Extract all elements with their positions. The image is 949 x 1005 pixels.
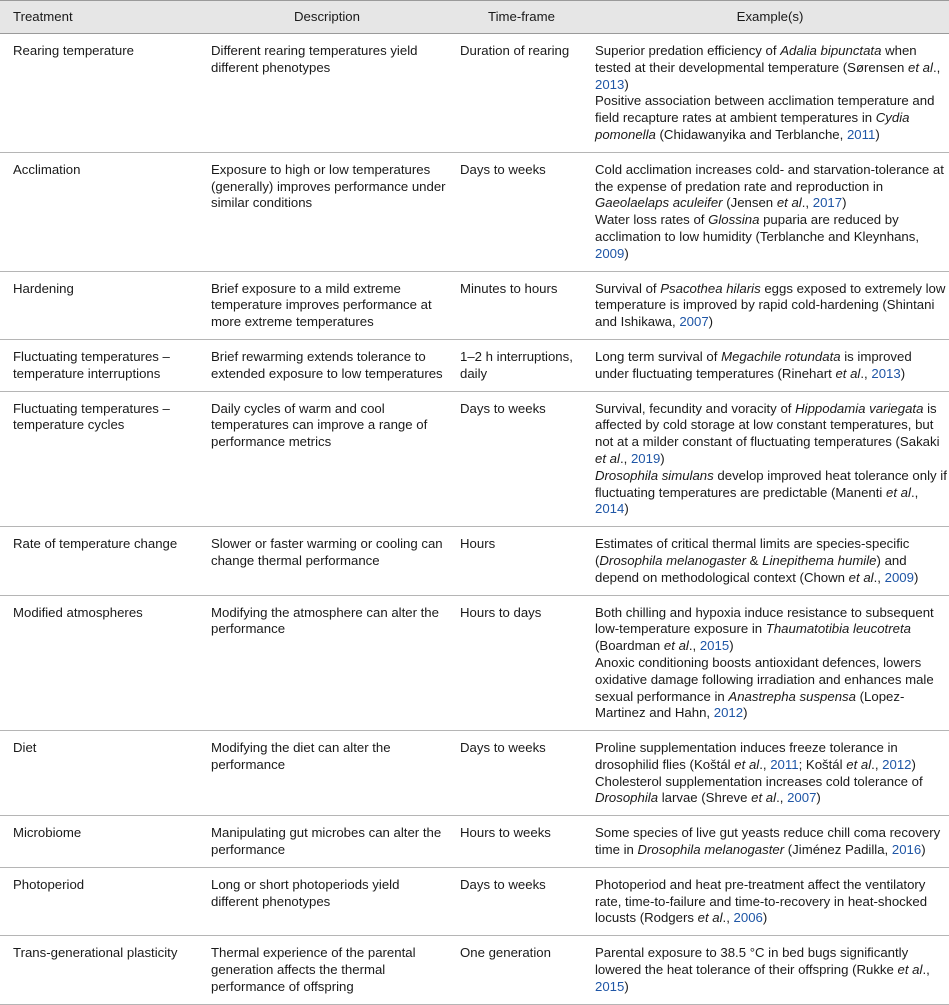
italic-term: et al: [663, 638, 689, 654]
example-segment: ): [842, 195, 847, 211]
examples-cell: [591, 731, 949, 816]
italic-term: et al: [846, 756, 872, 772]
italic-term: et al: [848, 569, 874, 585]
example-segment: ): [911, 756, 916, 772]
example-segment: Photoperiod and heat pre-treatment affect the ventilatory rate, time-to-failure and time-to-recovery in heat-shocked locusts (Rodgers: [595, 876, 928, 926]
example-segment: Water loss rates of: [595, 212, 709, 228]
treatment-cell: Trans-generational plasticity: [0, 936, 202, 1004]
example-segment: ): [624, 76, 629, 92]
header-treatment: Treatment: [0, 1, 202, 34]
example-segment: Positive association between acclimation temperature and field recapture rates at ambient temperatures in: [595, 93, 935, 126]
citation-year-link[interactable]: 2012: [713, 705, 744, 721]
citation-year-link[interactable]: 2016: [891, 842, 922, 858]
italic-term: et al: [776, 195, 802, 211]
citation-year-link[interactable]: 2011: [770, 756, 799, 772]
citation-year-link[interactable]: 2017: [812, 195, 843, 211]
italic-term: Psacothea hilaris: [660, 280, 761, 296]
example-segment: Cold acclimation increases cold- and starvation-tolerance at the expense of predation rate and reproduction in: [595, 161, 944, 194]
example-segment: Estimates of critical thermal limits are species-specific (: [595, 536, 910, 568]
example-segment: .,: [932, 59, 941, 75]
table-row: [0, 271, 949, 339]
examples-cell: [591, 391, 949, 527]
treatment-cell: Photoperiod: [0, 867, 202, 935]
italic-term: Thaumatotibia leucotreta: [765, 621, 911, 637]
table-row: [0, 595, 949, 731]
example-segment: &: [746, 552, 763, 568]
italic-term: Drosophila simulans: [595, 467, 714, 483]
example-segment: when tested at their developmental temperature (Sørensen: [595, 43, 917, 75]
timeframe-cell: 1–2 h interruptions, daily: [452, 339, 591, 391]
examples-cell: [591, 152, 949, 271]
treatment-cell: Modified atmospheres: [0, 595, 202, 731]
citation-year-link[interactable]: 2019: [630, 450, 661, 466]
example-segment: .,: [910, 484, 919, 500]
italic-term: et al: [751, 790, 777, 806]
example-segment: larvae (Shreve: [658, 790, 752, 806]
timeframe-cell: Duration of rearing: [452, 34, 591, 153]
example-segment: is affected by cold storage at low constant temperatures, but not at a milder constant of fluctuating temperatures (Sakaki: [595, 400, 940, 450]
example-segment: .,: [776, 790, 788, 806]
timeframe-cell: Hours to days: [452, 595, 591, 731]
timeframe-cell: One generation: [452, 936, 591, 1004]
italic-term: Cydia pomonella: [595, 110, 910, 142]
italic-term: Hippodamia variegata: [795, 400, 924, 416]
example-segment: .,: [801, 195, 813, 211]
examples-cell: [591, 936, 949, 1004]
italic-term: Linepithema humile: [762, 552, 877, 568]
italic-term: et al: [835, 365, 861, 381]
italic-term: et al: [908, 59, 933, 75]
table-row: [0, 152, 949, 271]
example-segment: .,: [759, 756, 771, 772]
example-segment: ): [743, 705, 748, 721]
example-text: [595, 281, 947, 331]
example-segment: ): [660, 450, 665, 466]
example-segment: ): [624, 501, 629, 517]
italic-term: et al: [595, 450, 620, 466]
example-segment: ): [913, 569, 919, 585]
italic-term: Adalia bipunctata: [780, 43, 882, 58]
timeframe-cell: Hours to weeks: [452, 816, 591, 868]
example-segment: ): [875, 126, 880, 142]
citation-year-link[interactable]: 2015: [595, 978, 625, 994]
citation-year-link[interactable]: 2009: [884, 569, 914, 585]
description-cell: Modifying the atmosphere can alter the performance: [202, 595, 452, 731]
treatment-cell: Rearing temperature: [0, 34, 202, 153]
example-segment: develop improved heat tolerance only if fluctuating temperatures are predictable (Manenti: [595, 467, 947, 500]
example-segment: .,: [922, 962, 930, 978]
table-row: [0, 527, 949, 595]
example-segment: ; Koštál: [798, 756, 847, 772]
citation-year-link[interactable]: 2007: [787, 790, 817, 806]
example-text: [595, 401, 947, 468]
example-segment: ): [729, 638, 734, 654]
examples-cell: [591, 339, 949, 391]
description-cell: Manipulating gut microbes can alter the performance: [202, 816, 452, 868]
example-text: [595, 877, 947, 927]
timeframe-cell: Minutes to hours: [452, 271, 591, 339]
citation-year-link[interactable]: 2013: [871, 365, 901, 381]
citation-year-link[interactable]: 2009: [595, 245, 625, 261]
example-text: [595, 349, 947, 383]
example-text: [595, 605, 947, 655]
example-segment: ): [708, 314, 714, 330]
header-description: Description: [202, 1, 452, 34]
timeframe-cell: Days to weeks: [452, 152, 591, 271]
example-segment: ) and depend on methodological context (Chown: [595, 552, 907, 585]
treatment-cell: Rate of temperature change: [0, 527, 202, 595]
citation-year-link[interactable]: 2006: [733, 910, 763, 926]
example-segment: .,: [873, 569, 885, 585]
example-segment: Superior predation efficiency of: [595, 43, 781, 58]
treatment-cell: Microbiome: [0, 816, 202, 868]
example-text: [595, 468, 947, 518]
example-segment: Survival of: [595, 280, 661, 296]
examples-cell: [591, 867, 949, 935]
italic-term: Gaeolaelaps aculeifer: [595, 195, 723, 211]
example-text: [595, 93, 947, 143]
example-text: [595, 162, 947, 212]
example-text: [595, 774, 947, 808]
example-segment: .,: [860, 365, 872, 381]
table-row: [0, 339, 949, 391]
citation-year-link[interactable]: 2012: [882, 756, 912, 772]
example-segment: eggs exposed to extremely low temperature is improved by rapid cold-hardening (Shintani and Ishikawa,: [595, 280, 946, 330]
example-segment: Cholesterol supplementation increases cold tolerance of: [595, 773, 923, 789]
example-segment: .,: [619, 450, 631, 466]
italic-term: et al: [697, 910, 723, 926]
description-cell: Different rearing temperatures yield different phenotypes: [202, 34, 452, 153]
timeframe-cell: Days to weeks: [452, 391, 591, 527]
examples-cell: [591, 271, 949, 339]
example-segment: Proline supplementation induces freeze tolerance in drosophilid flies (Koštál: [595, 740, 898, 772]
italic-term: Glossina: [708, 212, 760, 228]
example-segment: Anoxic conditioning boosts antioxidant defences, lowers oxidative damage following irradiation and enhances male sexual performance in: [595, 654, 934, 704]
italic-term: Drosophila melanogaster: [599, 552, 747, 568]
description-cell: Thermal experience of the parental generation affects the thermal performance of offspring: [202, 936, 452, 1004]
examples-cell: [591, 527, 949, 595]
treatment-cell: Fluctuating temperatures – temperature interruptions: [0, 339, 202, 391]
example-segment: ): [921, 842, 926, 858]
examples-cell: [591, 34, 949, 153]
example-segment: Survival, fecundity and voracity of: [595, 400, 796, 416]
example-segment: Parental exposure to 38.5 °C in bed bugs significantly lowered the heat tolerance of their offspring (Rukke: [595, 945, 909, 978]
table-row: [0, 391, 949, 527]
description-cell: Daily cycles of warm and cool temperatures can improve a range of performance metrics: [202, 391, 452, 527]
treatment-cell: Acclimation: [0, 152, 202, 271]
example-text: [595, 655, 947, 722]
italic-term: et al: [886, 484, 911, 500]
example-segment: .,: [688, 638, 700, 654]
timeframe-cell: Days to weeks: [452, 731, 591, 816]
description-cell: Exposure to high or low temperatures (generally) improves performance under similar conditions: [202, 152, 452, 271]
example-segment: is improved under fluctuating temperatures (Rinehart: [595, 348, 912, 381]
header-timeframe: Time-frame: [452, 1, 591, 34]
example-segment: ): [816, 790, 821, 806]
italic-term: et al: [734, 756, 760, 772]
description-cell: Brief rewarming extends tolerance to extended exposure to low temperatures: [202, 339, 452, 391]
table-row: [0, 34, 949, 153]
example-segment: Some species of live gut yeasts reduce chill coma recovery time in: [595, 825, 941, 858]
example-segment: .,: [722, 910, 734, 926]
example-segment: (Chidawanyika and Terblanche,: [655, 126, 847, 142]
treatment-cell: Hardening: [0, 271, 202, 339]
example-text: [595, 740, 947, 774]
table-row: [0, 867, 949, 935]
description-cell: Brief exposure to a mild extreme temperature improves performance at more extreme temperatures: [202, 271, 452, 339]
example-segment: (Jensen: [722, 195, 777, 211]
citation-year-link[interactable]: 2015: [699, 638, 730, 654]
treatment-cell: Fluctuating temperatures – temperature cycles: [0, 391, 202, 527]
italic-term: Anastrepha suspensa: [728, 688, 856, 704]
table-body: [0, 34, 949, 1005]
example-segment: ): [762, 910, 768, 926]
example-text: [595, 536, 947, 586]
timeframe-cell: Days to weeks: [452, 867, 591, 935]
example-text: [595, 43, 947, 93]
examples-cell: [591, 595, 949, 731]
citation-year-link[interactable]: 2007: [679, 314, 709, 330]
citation-year-link[interactable]: 2014: [595, 501, 625, 517]
example-text: [595, 212, 947, 262]
table-row: [0, 936, 949, 1004]
italic-term: Megachile rotundata: [721, 348, 841, 364]
example-segment: (Lopez-Martinez and Hahn,: [595, 688, 905, 721]
table-row: [0, 816, 949, 868]
example-segment: ): [900, 365, 906, 381]
citation-year-link[interactable]: 2011: [846, 126, 876, 142]
example-segment: (Jiménez Padilla,: [784, 842, 892, 858]
table-row: [0, 731, 949, 816]
timeframe-cell: Hours: [452, 527, 591, 595]
example-segment: ): [624, 245, 629, 261]
description-cell: Long or short photoperiods yield different phenotypes: [202, 867, 452, 935]
treatment-cell: Diet: [0, 731, 202, 816]
description-cell: Modifying the diet can alter the performance: [202, 731, 452, 816]
italic-term: Drosophila: [595, 790, 659, 806]
description-cell: Slower or faster warming or cooling can change thermal performance: [202, 527, 452, 595]
example-segment: Both chilling and hypoxia induce resistance to subsequent low-temperature exposure in: [595, 604, 934, 637]
citation-year-link[interactable]: 2013: [595, 76, 625, 92]
header-row: [0, 1, 949, 34]
example-segment: Long term survival of: [595, 348, 722, 364]
italic-term: Drosophila melanogaster: [637, 842, 785, 858]
example-text: [595, 825, 947, 859]
example-segment: ): [624, 978, 629, 994]
example-segment: (Boardman: [595, 638, 664, 654]
examples-cell: [591, 816, 949, 868]
example-segment: .,: [871, 756, 883, 772]
example-segment: puparia are reduced by acclimation to low humidity (Terblanche and Kleynhans,: [595, 212, 919, 244]
italic-term: et al: [897, 962, 923, 978]
header-examples: Example(s): [591, 1, 949, 34]
